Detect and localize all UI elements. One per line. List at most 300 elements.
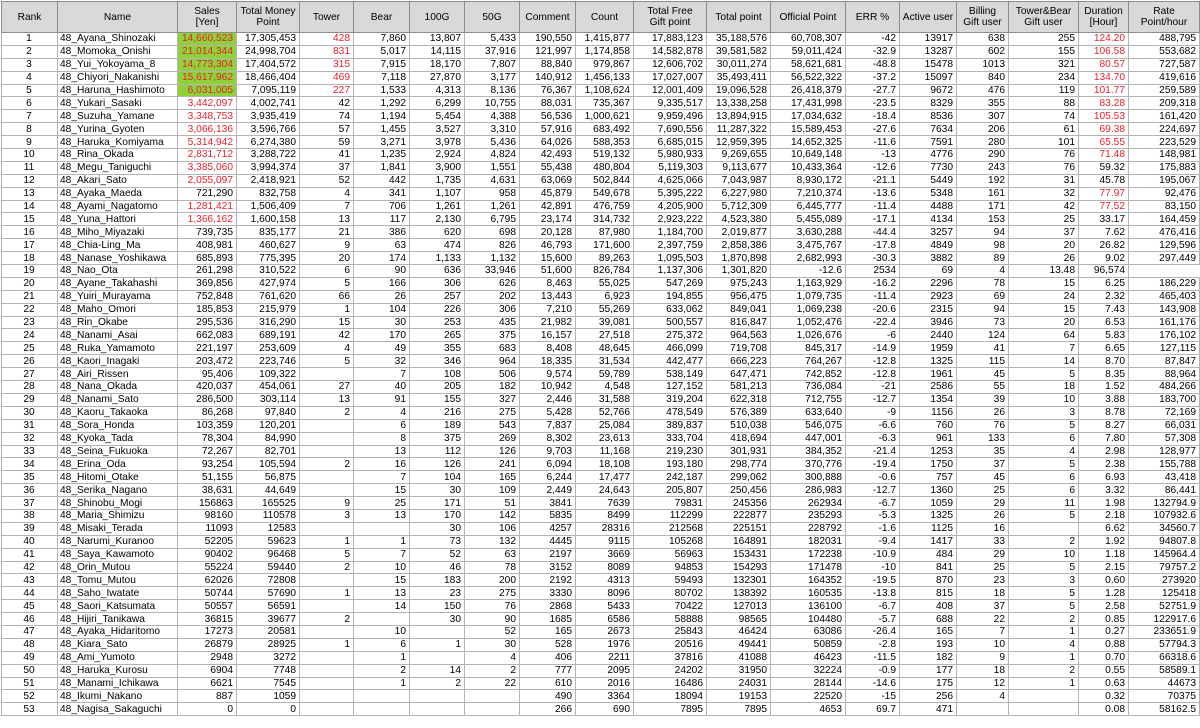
cell-duration: 8.27 [1079,419,1129,432]
cell-100g: 346 [410,355,465,368]
cell-100g: 183 [410,574,465,587]
cell-active-user: 471 [900,703,957,716]
cell-duration: 6.65 [1079,342,1129,355]
cell-total-point: 2,019,877 [707,226,771,239]
cell-100g: 108 [410,368,465,381]
cell-sales: 52205 [178,535,237,548]
cell-total-point: 164891 [707,535,771,548]
cell-count: 23,613 [576,432,634,445]
cell-official-point: 546,075 [771,419,846,432]
cell-billing-gift-user: 45 [957,368,1009,381]
cell-official-point: 3,475,767 [771,239,846,252]
cell-tower: 1 [300,638,354,651]
cell-tower [300,574,354,587]
cell-duration: 33.17 [1079,213,1129,226]
cell-name: 48_Saori_Katsumata [58,600,178,613]
cell-50g: 52 [465,625,520,638]
cell-comment: 6,094 [520,458,576,471]
cell-bear: 63 [354,239,410,252]
table-row [2,110,1200,123]
cell-active-user: 256 [900,690,957,703]
cell-err-percent: -12.7 [846,393,900,406]
cell-official-point: 10,433,364 [771,161,846,174]
cell-100g: 30 [410,484,465,497]
cell-sales: 295,536 [178,316,237,329]
cell-active-user: 175 [900,677,957,690]
column-header-50g: 50G [465,2,520,33]
cell-100g [410,690,465,703]
cell-100g: 1,133 [410,252,465,265]
cell-rank: 9 [2,136,58,149]
cell-official-point: 160535 [771,587,846,600]
cell-total-free-gift-point: 466,099 [634,342,707,355]
cell-comment: 10,942 [520,381,576,394]
table-row [2,277,1200,290]
cell-50g: 109 [465,484,520,497]
cell-rank: 10 [2,149,58,162]
cell-rank: 6 [2,97,58,110]
cell-official-point: 15,589,453 [771,123,846,136]
cell-active-user: 1750 [900,458,957,471]
cell-count: 31,534 [576,355,634,368]
cell-official-point: 1,069,238 [771,303,846,316]
cell-duration: 8.78 [1079,406,1129,419]
cell-sales: 6904 [178,664,237,677]
table-row [2,613,1200,626]
cell-official-point: 8,930,172 [771,174,846,187]
table-row [2,484,1200,497]
cell-billing-gift-user: 18 [957,587,1009,600]
cell-name: 48_Saya_Kawamoto [58,548,178,561]
cell-count: 8096 [576,587,634,600]
cell-comment: 45,879 [520,187,576,200]
cell-total-free-gift-point: 59493 [634,574,707,587]
cell-err-percent: -19.5 [846,574,900,587]
cell-total-point: 127013 [707,600,771,613]
cell-total-point: 31950 [707,664,771,677]
cell-bear: 170 [354,329,410,342]
cell-tower: 37 [300,161,354,174]
cell-err-percent: -6 [846,329,900,342]
cell-rate: 419,616 [1129,71,1200,84]
cell-active-user: 2440 [900,329,957,342]
cell-rate: 186,229 [1129,277,1200,290]
cell-count: 11,168 [576,445,634,458]
cell-official-point: 2,682,993 [771,252,846,265]
cell-err-percent: -32.9 [846,45,900,58]
cell-total-free-gift-point: 24202 [634,664,707,677]
cell-total-free-gift-point: 5,980,933 [634,149,707,162]
cell-bear: 4 [354,406,410,419]
table-row [2,149,1200,162]
cell-duration: 45.78 [1079,174,1129,187]
cell-total-money-point: 2,418,921 [237,174,300,187]
cell-total-free-gift-point: 9,959,496 [634,110,707,123]
cell-name: 48_Kyoka_Tada [58,432,178,445]
cell-billing-gift-user: 153 [957,213,1009,226]
cell-50g: 4,388 [465,110,520,123]
cell-duration: 9.02 [1079,252,1129,265]
cell-tower-bear-gift-user: 15 [1009,303,1079,316]
cell-total-free-gift-point: 242,187 [634,471,707,484]
cell-active-user: 8536 [900,110,957,123]
cell-count: 979,867 [576,58,634,71]
table-row [2,226,1200,239]
cell-total-money-point: 59623 [237,535,300,548]
cell-50g: 327 [465,393,520,406]
cell-duration: 6.25 [1079,277,1129,290]
cell-official-point: 1,052,476 [771,316,846,329]
cell-rank: 18 [2,252,58,265]
cell-bear [354,613,410,626]
cell-total-free-gift-point: 4,625,066 [634,174,707,187]
cell-name: 48_Serika_Nagano [58,484,178,497]
cell-total-point: 153431 [707,548,771,561]
cell-err-percent: -5.3 [846,509,900,522]
cell-rank: 30 [2,406,58,419]
cell-total-free-gift-point: 79831 [634,497,707,510]
cell-tower: 315 [300,58,354,71]
cell-count: 1,415,877 [576,33,634,46]
cell-sales: 72,267 [178,445,237,458]
cell-official-point: 764,267 [771,355,846,368]
cell-err-percent: -12.8 [846,368,900,381]
cell-err-percent: -48.8 [846,58,900,71]
cell-billing-gift-user: 206 [957,123,1009,136]
cell-billing-gift-user: 39 [957,393,1009,406]
cell-comment: 42,493 [520,149,576,162]
cell-rate: 553,682 [1129,45,1200,58]
cell-50g: 4,631 [465,174,520,187]
cell-comment: 1685 [520,613,576,626]
cell-total-money-point: 6,274,380 [237,136,300,149]
cell-active-user: 688 [900,613,957,626]
cell-tower-bear-gift-user: 119 [1009,84,1079,97]
cell-count: 1,456,133 [576,71,634,84]
table-row [2,58,1200,71]
cell-billing-gift-user: 26 [957,509,1009,522]
column-header-rank: Rank [2,2,58,33]
cell-duration: 2.98 [1079,445,1129,458]
cell-bear: 706 [354,200,410,213]
cell-rate: 128,977 [1129,445,1200,458]
cell-count: 9115 [576,535,634,548]
cell-name: 48_Yuiri_Murayama [58,290,178,303]
cell-duration: 0.55 [1079,664,1129,677]
table-row [2,471,1200,484]
cell-bear: 10 [354,561,410,574]
cell-rank: 14 [2,200,58,213]
cell-100g: 30 [410,522,465,535]
cell-tower-bear-gift-user: 3 [1009,406,1079,419]
cell-official-point: 63086 [771,625,846,638]
cell-active-user: 408 [900,600,957,613]
cell-name: 48_Maho_Omori [58,303,178,316]
cell-50g: 78 [465,561,520,574]
cell-name: 48_Yurina_Gyoten [58,123,178,136]
cell-total-money-point: 84,990 [237,432,300,445]
cell-tower: 227 [300,84,354,97]
cell-active-user: 7591 [900,136,957,149]
cell-sales: 93,254 [178,458,237,471]
cell-rank: 42 [2,561,58,574]
cell-active-user: 1360 [900,484,957,497]
cell-sales: 11093 [178,522,237,535]
cell-active-user: 15097 [900,71,957,84]
cell-total-point: 719,708 [707,342,771,355]
cell-count: 1,000,621 [576,110,634,123]
table-row [2,419,1200,432]
cell-billing-gift-user: 133 [957,432,1009,445]
column-header-rate: Rate Point/hour [1129,2,1200,33]
cell-tower: 9 [300,497,354,510]
cell-total-money-point: 316,290 [237,316,300,329]
cell-count: 3364 [576,690,634,703]
cell-count: 735,367 [576,97,634,110]
cell-tower-bear-gift-user: 7 [1009,342,1079,355]
cell-rank: 15 [2,213,58,226]
cell-total-free-gift-point: 14,582,878 [634,45,707,58]
cell-50g: 165 [465,471,520,484]
cell-rank: 1 [2,33,58,46]
cell-bear: 10 [354,625,410,638]
cell-name: 48_Yui_Yokoyama_8 [58,58,178,71]
column-header-comment: Comment [520,2,576,33]
cell-active-user: 5449 [900,174,957,187]
cell-count: 55,025 [576,277,634,290]
cell-active-user: 1417 [900,535,957,548]
cell-50g: 506 [465,368,520,381]
cell-rate: 195,067 [1129,174,1200,187]
cell-tower [300,368,354,381]
cell-tower-bear-gift-user: 6 [1009,471,1079,484]
cell-total-money-point: 59440 [237,561,300,574]
cell-official-point: 1,163,929 [771,277,846,290]
cell-name: 48_Hijiri_Tanikawa [58,613,178,626]
table-row [2,368,1200,381]
cell-bear: 341 [354,187,410,200]
cell-err-percent: -6.7 [846,600,900,613]
cell-tower-bear-gift-user: 42 [1009,200,1079,213]
cell-billing-gift-user: 37 [957,458,1009,471]
cell-sales: 15,617,962 [178,71,237,84]
cell-official-point: 60,708,307 [771,33,846,46]
cell-official-point: 4653 [771,703,846,716]
cell-100g: 1,735 [410,174,465,187]
cell-sales: 2,055,097 [178,174,237,187]
cell-total-money-point: 223,746 [237,355,300,368]
cell-active-user: 1253 [900,445,957,458]
cell-total-money-point: 253,609 [237,342,300,355]
cell-comment: 3841 [520,497,576,510]
cell-rate: 58589.1 [1129,664,1200,677]
cell-tower [300,664,354,677]
cell-tower: 20 [300,252,354,265]
cell-active-user: 1961 [900,368,957,381]
cell-count: 18,108 [576,458,634,471]
cell-100g: 253 [410,316,465,329]
table-row [2,548,1200,561]
cell-official-point: 5,455,089 [771,213,846,226]
cell-total-free-gift-point: 319,204 [634,393,707,406]
cell-count: 2211 [576,651,634,664]
cell-total-point: 225151 [707,522,771,535]
cell-count: 519,132 [576,149,634,162]
cell-billing-gift-user: 840 [957,71,1009,84]
cell-name: 48_Nanase_Yoshikawa [58,252,178,265]
cell-active-user: 5348 [900,187,957,200]
cell-name: 48_Nana_Okada [58,381,178,394]
cell-rank: 40 [2,535,58,548]
cell-total-money-point: 109,322 [237,368,300,381]
cell-50g: 51 [465,497,520,510]
cell-rank: 44 [2,587,58,600]
cell-50g: 3,177 [465,71,520,84]
cell-rate: 43,418 [1129,471,1200,484]
cell-tower [300,651,354,664]
cell-count: 683,492 [576,123,634,136]
cell-tower-bear-gift-user: 32 [1009,187,1079,200]
cell-sales: 17273 [178,625,237,638]
cell-official-point: 46423 [771,651,846,664]
cell-50g: 1,132 [465,252,520,265]
cell-comment: 5,428 [520,406,576,419]
cell-50g: 202 [465,290,520,303]
cell-active-user: 1156 [900,406,957,419]
cell-tower-bear-gift-user: 15 [1009,277,1079,290]
cell-total-money-point: 3,596,766 [237,123,300,136]
cell-50g: 4,824 [465,149,520,162]
cell-official-point: 845,317 [771,342,846,355]
cell-rank: 16 [2,226,58,239]
cell-total-point: 299,062 [707,471,771,484]
cell-billing-gift-user: 602 [957,45,1009,58]
cell-duration: 8.70 [1079,355,1129,368]
cell-count: 1,108,624 [576,84,634,97]
cell-count: 690 [576,703,634,716]
cell-tower [300,677,354,690]
cell-billing-gift-user: 4 [957,265,1009,278]
cell-tower: 3 [300,509,354,522]
cell-active-user: 13917 [900,33,957,46]
cell-err-percent: -18.4 [846,110,900,123]
cell-name: 48_Nanami_Sato [58,393,178,406]
cell-rate: 52751.9 [1129,600,1200,613]
cell-err-percent: -0.6 [846,471,900,484]
cell-tower-bear-gift-user: 13.48 [1009,265,1079,278]
cell-official-point: 58,621,681 [771,58,846,71]
cell-name: 48_Shinobu_Mogi [58,497,178,510]
cell-duration: 7.62 [1079,226,1129,239]
cell-total-free-gift-point: 538,149 [634,368,707,381]
cell-official-point: 228792 [771,522,846,535]
cell-err-percent: -6.3 [846,432,900,445]
cell-100g: 18,170 [410,58,465,71]
cell-name: 48_Narumi_Kuranoo [58,535,178,548]
cell-name: 48_Ikumi_Nakano [58,690,178,703]
column-header-tower-bear-gift-user: Tower&Bear Gift user [1009,2,1079,33]
table-row [2,381,1200,394]
cell-tower: 2 [300,406,354,419]
cell-total-free-gift-point: 56963 [634,548,707,561]
cell-tower-bear-gift-user: 14 [1009,355,1079,368]
cell-total-money-point: 39677 [237,613,300,626]
cell-count: 480,804 [576,161,634,174]
cell-tower-bear-gift-user: 2 [1009,535,1079,548]
cell-duration: 6.93 [1079,471,1129,484]
cell-bear: 1,194 [354,110,410,123]
cell-total-free-gift-point: 389,837 [634,419,707,432]
table-row [2,600,1200,613]
cell-tower-bear-gift-user: 76 [1009,161,1079,174]
cell-tower-bear-gift-user: 10 [1009,393,1079,406]
cell-100g: 1,107 [410,187,465,200]
cell-total-money-point: 7,095,119 [237,84,300,97]
cell-err-percent: -44.4 [846,226,900,239]
cell-tower-bear-gift-user: 255 [1009,33,1079,46]
cell-total-free-gift-point: 1,095,503 [634,252,707,265]
cell-billing-gift-user: 280 [957,136,1009,149]
cell-active-user: 1959 [900,342,957,355]
cell-tower-bear-gift-user: 24 [1009,290,1079,303]
column-header-official-point: Official Point [771,2,846,33]
cell-err-percent: -11.6 [846,136,900,149]
cell-name: 48_Suzuha_Yamane [58,110,178,123]
cell-billing-gift-user: 76 [957,419,1009,432]
table-row [2,651,1200,664]
cell-comment: 16,157 [520,329,576,342]
cell-tower-bear-gift-user: 234 [1009,71,1079,84]
cell-comment: 56,536 [520,110,576,123]
cell-rank: 39 [2,522,58,535]
cell-100g [410,703,465,716]
cell-tower: 7 [300,200,354,213]
cell-rate: 209,318 [1129,97,1200,110]
cell-err-percent: -22.4 [846,316,900,329]
cell-total-point: 49441 [707,638,771,651]
cell-rate: 465,403 [1129,290,1200,303]
cell-total-free-gift-point: 94853 [634,561,707,574]
cell-rank: 12 [2,174,58,187]
cell-rate: 44673 [1129,677,1200,690]
cell-duration: 5.83 [1079,329,1129,342]
cell-rate: 107932.6 [1129,509,1200,522]
cell-billing-gift-user: 35 [957,445,1009,458]
cell-total-point: 39,581,582 [707,45,771,58]
cell-err-percent: -9.4 [846,535,900,548]
cell-billing-gift-user: 23 [957,574,1009,587]
cell-billing-gift-user: 307 [957,110,1009,123]
cell-total-point: 849,041 [707,303,771,316]
cell-tower: 42 [300,329,354,342]
cell-err-percent: -42 [846,33,900,46]
table-row [2,213,1200,226]
cell-total-money-point: 110578 [237,509,300,522]
cell-official-point: 10,649,148 [771,149,846,162]
cell-duration: 2.58 [1079,600,1129,613]
table-row [2,97,1200,110]
cell-tower: 21 [300,226,354,239]
cell-50g: 90 [465,613,520,626]
cell-active-user: 870 [900,574,957,587]
cell-name: 48_Nao_Ota [58,265,178,278]
cell-err-percent: -12.7 [846,484,900,497]
cell-count: 2016 [576,677,634,690]
cell-rank: 17 [2,239,58,252]
cell-100g: 355 [410,342,465,355]
cell-billing-gift-user: 16 [957,522,1009,535]
cell-total-point: 9,269,655 [707,149,771,162]
